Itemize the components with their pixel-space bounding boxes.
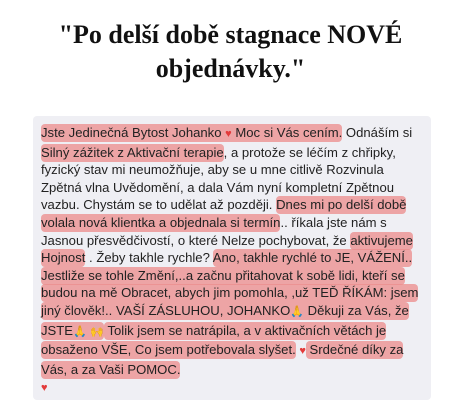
highlight-abundance: aktivujeme Hojnost <box>41 232 413 266</box>
message-segment: . Žeby takhle rychle? <box>85 250 213 266</box>
message-segment: Odnáším si <box>342 125 413 140</box>
appreciation-text: Moc si Vás cením. <box>231 125 343 140</box>
thanks-text: Děkuji za Vás, že JSTE <box>41 302 409 338</box>
title-line-2: objednávky." <box>155 54 306 83</box>
highlight-all-needed: Tolik jsem se natrápila, a v aktivačních větách je obsaženo VŠE, Co jsem potřebovala slyšet. <box>41 322 387 358</box>
title-line-1: "Po delší době stagnace NOVÉ <box>58 20 403 49</box>
greeting-text: Jste Jedinečná Bytost Johanko <box>41 125 222 140</box>
raised-hands-icon: 🙌 <box>90 325 105 338</box>
highlight-experience: Silný zážitek z Aktivační terapie <box>41 144 224 160</box>
message-segment: .. říkala jste nám s Jasnou přesvědčivostí, o které Nelze pochybovat, že <box>41 214 387 248</box>
heart-icon: ♥ <box>299 345 306 358</box>
message-segment: , a protože se léčím z chřipky, fyzický stav mi neumožňuje, aby se u mne citlivě Rozvinula Zpětná vlna Uvědomění, a dala Vám nyní kompletní Zpětnou vazbu. Chystám se to udělat až později. <box>41 144 396 213</box>
highlight-greeting <box>41 124 342 142</box>
heart-icon: ♥ <box>41 382 48 395</box>
pray-icon: 🙏 <box>290 305 305 318</box>
pray-icon: 🙏 <box>73 325 87 338</box>
heart-icon: ♥ <box>225 128 232 140</box>
testimonial-title <box>0 18 461 86</box>
highlight-new-client: Dnes mi po delší době volala nová klientka a objednala si termín <box>41 197 407 230</box>
confirmation-text: Ano, takhle rychlé to JE, VÁŽENÍ.. Jestliže se tohle Změní,..a začnu přitahovat k sobě lidi, kteří se budou na mě Obracet, abych jim pomohla, ,už TEĎ ŘÍKÁM: jsem jiný člověk!.. VAŠÍ ZÁSLUHOU, JOHANKO <box>41 250 419 318</box>
highlight-gratitude: Srdečné díky za Vás, a za Vaši POMOC. <box>41 342 404 377</box>
message-text <box>41 124 427 398</box>
